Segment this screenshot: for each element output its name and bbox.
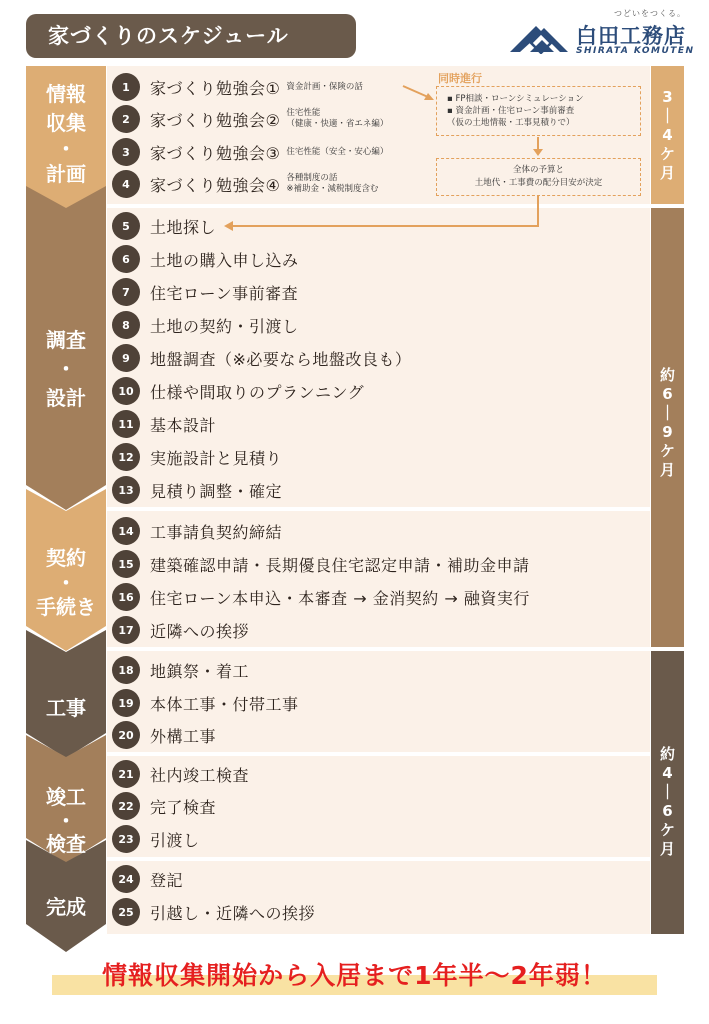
concurrent-label: 同時進行: [438, 72, 482, 85]
step-number: 4: [112, 170, 140, 198]
phase-label-planning: 情報 収集 ・ 計画: [46, 82, 86, 186]
step-number: 8: [112, 311, 140, 339]
page-title: 家づくりのスケジュール: [26, 14, 356, 58]
step-text: 家づくり勉強会②: [150, 110, 281, 130]
step-note: 資金計画・保険の話: [286, 81, 363, 92]
concurrent-box-budget: 全体の予算と 土地代・工事費の配分目安が決定: [436, 158, 641, 196]
step-number: 18: [112, 656, 140, 684]
step-number: 25: [112, 898, 140, 926]
step-note: 住宅性能 （健康・快適・省エネ編）: [286, 108, 389, 129]
step-text: 登記: [150, 870, 184, 890]
step-text: 土地の購入申し込み: [150, 250, 299, 270]
duration-label-2: 約 6 ｜ 9 ケ 月: [659, 366, 675, 479]
step-number: 19: [112, 689, 140, 717]
step-text: 本体工事・付帯工事: [150, 694, 299, 714]
step-number: 6: [112, 245, 140, 273]
step-number: 24: [112, 865, 140, 893]
footer-message: 情報収集開始から入居まで1年半〜2年弱！: [102, 961, 607, 990]
phase-label-inspection: 竣工 ・ 検査: [46, 785, 86, 856]
step-number: 9: [112, 344, 140, 372]
step-number: 22: [112, 792, 140, 820]
phase-label-construction: 工事: [46, 696, 86, 720]
logo-name: 白田工務店: [576, 24, 686, 48]
concurrent-box-finance: ▪ FP相談・ローンシミュレーション ▪ 資金計画・住宅ローン事前審査 （仮の土地情報・工事見積りで）: [436, 86, 641, 136]
step-text: 社内竣工検査: [150, 765, 250, 785]
step-number: 3: [112, 138, 140, 166]
step-text: 工事請負契約締結: [150, 522, 283, 542]
step-text: 建築確認申請・長期優良住宅認定申請・補助金申請: [150, 555, 530, 575]
logo-tagline: つどいをつくる。: [614, 9, 686, 18]
logo-name-en: SHIRATA KOMUTEN: [576, 46, 695, 56]
step-number: 10: [112, 377, 140, 405]
phase-label-complete: 完成: [46, 895, 86, 919]
step-text: 外構工事: [150, 726, 217, 746]
step-text: 近隣への挨拶: [150, 621, 250, 641]
step-number: 11: [112, 410, 140, 438]
step-number: 17: [112, 616, 140, 644]
step-number: 21: [112, 760, 140, 788]
step-text: 地盤調査（※必要なら地盤改良も）: [150, 349, 412, 369]
phase-label-contract: 契約 ・ 手続き: [36, 546, 96, 619]
step-number: 1: [112, 73, 140, 101]
step-number: 20: [112, 721, 140, 749]
step-text: 土地の契約・引渡し: [150, 316, 299, 336]
step-text: 実施設計と見積り: [150, 448, 283, 468]
duration-label-1: 3 ｜ 4 ケ 月: [659, 88, 675, 182]
step-number: 7: [112, 278, 140, 306]
step-text: 引渡し: [150, 830, 200, 850]
step-text: 家づくり勉強会③: [150, 143, 281, 163]
phase-label-design: 調査 ・ 設計: [46, 328, 86, 410]
step-text: 仕様や間取りのプランニング: [150, 382, 365, 402]
step-number: 2: [112, 105, 140, 133]
step-text: 引越し・近隣への挨拶: [150, 903, 316, 923]
step-note: 各種制度の話 ※補助金・減税制度含む: [286, 173, 379, 194]
step-number: 12: [112, 443, 140, 471]
step-text: 見積り調整・確定: [150, 481, 283, 501]
step-text: 地鎮祭・着工: [150, 661, 250, 681]
step-text: 家づくり勉強会①: [150, 78, 281, 98]
duration-label-3: 約 4 ｜ 6 ケ 月: [659, 745, 675, 858]
step-number: 5: [112, 212, 140, 240]
step-text: 家づくり勉強会④: [150, 175, 281, 195]
step-number: 14: [112, 517, 140, 545]
step-number: 13: [112, 476, 140, 504]
step-number: 23: [112, 825, 140, 853]
step-number: 16: [112, 583, 140, 611]
step-text: 土地探し: [150, 217, 217, 237]
step-note: 住宅性能（安全・安心編）: [286, 146, 389, 157]
step-text: 住宅ローン本申込・本審査 → 金消契約 → 融資実行: [150, 588, 530, 608]
step-text: 住宅ローン事前審査: [150, 283, 299, 303]
step-number: 15: [112, 550, 140, 578]
step-text: 完了検査: [150, 797, 217, 817]
step-text: 基本設計: [150, 415, 217, 435]
